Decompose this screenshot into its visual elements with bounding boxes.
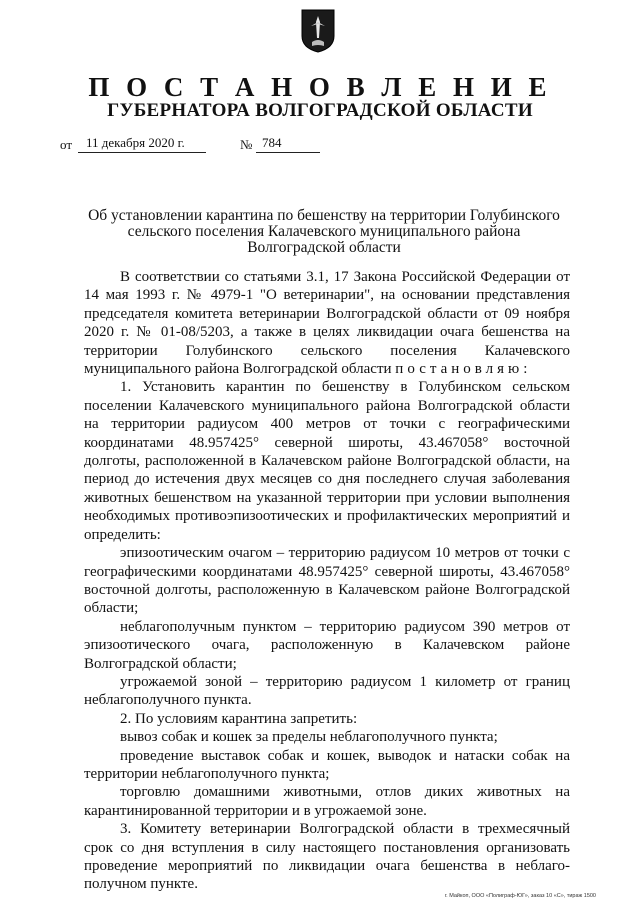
- heading-line-2: сельского поселения Калачевского муниципального района: [127, 223, 521, 240]
- coat-of-arms-emblem: [300, 8, 336, 54]
- number-prefix: №: [240, 137, 253, 152]
- paragraph-1a: эпизоотическим очагом – территорию радиусом 10 метров от точки с географическими координатами 48.957425° северной широты, 43.467058° восточной долготы, расположенную в Калачевском районе Волгоградской области;: [84, 545, 570, 617]
- document-number: 784: [262, 135, 282, 150]
- number-underline: [256, 152, 320, 153]
- paragraph-1b: неблагополучным пунктом – территорию радиусом 390 метров от эпизоотического очага, расположенную в Калачевском районе Волгоградской области;: [84, 618, 570, 672]
- paragraph-2: 2. По условиям карантина запретить:: [120, 710, 358, 727]
- date-prefix: от: [60, 137, 73, 152]
- intro-paragraph: [84, 268, 570, 378]
- document-date: 11 декабря 2020 г.: [86, 135, 185, 150]
- date-underline: [78, 152, 206, 153]
- paragraph-2a: вывоз собак и кошек за пределы неблагополучного пункта;: [120, 729, 498, 746]
- heading-line-3: Волгоградской области: [247, 239, 401, 256]
- document-title: П О С Т А Н О В Л Е Н И Е: [88, 72, 552, 102]
- paragraph-2c: торговлю домашними животными, отлов диких животных на карантинированной территории и в угрожаемой зоне.: [84, 784, 570, 819]
- paragraph-2b: проведение выставок собак и кошек, выводок и натаски собак на территории неблагополучного пункта;: [84, 747, 570, 782]
- document-subtitle: ГУБЕРНАТОРА ВОЛГОГРАДСКОЙ ОБЛАСТИ: [107, 100, 533, 121]
- document-heading: [84, 208, 564, 256]
- print-note: г. Майкоп, ООО «Полиграф-ЮГ», заказ 10 «С», тираж 1500: [444, 893, 596, 899]
- decree-word: постановляю:: [395, 361, 532, 378]
- document-body: [84, 268, 570, 894]
- paragraph-1c: угрожаемой зоной – территорию радиусом 1 километр от границ неблагополучного пункта.: [84, 673, 570, 709]
- heading-line-1: Об установлении карантина по бешенству на территории Голубинского: [88, 207, 560, 224]
- intro-text: В соответствии со статьями 3.1, 17 Закона Российской Федерации от 14 мая 1993 г. № 4979-1 "О ветеринарии", на основании представления председателя комитета ветеринарии Волгоградской области от 09 ноября 2020 г. № 01-08/5203, а также в целях ликвидации очага бешенства на территории Голубинского сельского поселения Калачевского муниципального района Волгоградской области: [84, 269, 570, 378]
- paragraph-3: 3. Комитету ветеринарии Волгоградской области в трехмесячный срок со дня вступления в силу настоящего постановления организовать проведение мероприятий по ликвидации очага бешенства в неблаго-получном пункте.: [84, 821, 570, 893]
- paragraph-1: 1. Установить карантин по бешенству в Голубинском сельском поселении Калачевского муниципального района Волгоградской области на территории радиусом 400 метров от точки с географическими координатами 48.957425° северной широты, 43.467058° восточной долготы, расположенной в Калачевском районе Волгоградской области, на период до истечения двух месяцев со дня последнего случая заболевания животных бешенством на указанной территории при условии выполнения необходимых противоэпизоотических и профилактических мероприятий и определить:: [84, 379, 570, 543]
